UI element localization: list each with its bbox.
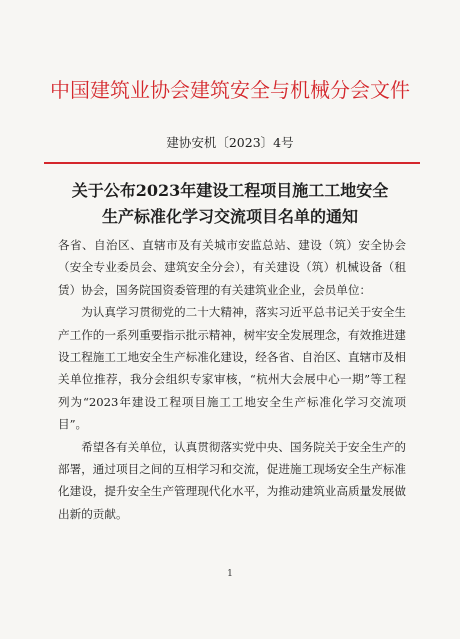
body-paragraph-1: 为认真学习贯彻党的二十大精神，落实习近平总书记关于安全生产工作的一系列重要指示批示精神，树牢安全发展理念，有效推进建设工程施工工地安全生产标准化建设，经各省、自治区、直辖市及相关单位推荐，我分会组织专家审核，“杭州大会展中心一期”等工程列为“2023年建设工程项目施工工地安全生产标准化学习交流项目”。 [58,305,406,432]
document-number: 建协安机〔2023〕4号 [166,135,294,150]
salutation: 各省、自治区、直辖市及有关城市安监总站、建设（筑）安全协会（安全专业委员会、建筑安全分会），有关建设（筑）机械设备（租赁）协会，国务院国资委管理的有关建筑业企业，会员单位： [58,238,406,297]
page-number: 1 [227,569,233,579]
red-divider-line [44,162,420,164]
notice-title [40,178,420,230]
body-paragraph-2: 希望各有关单位，认真贯彻落实党中央、国务院关于安全生产的部署，通过项目之间的互相学习和交流，促进施工现场安全生产标准化建设，提升安全生产管理现代化水平，为推动建筑业高质量发展做出新的贡献。 [58,439,406,521]
organization-header: 中国建筑业协会建筑安全与机械分会文件 [50,78,410,102]
notice-title-line-1: 关于公布2023年建设工程项目施工工地安全 [71,181,389,200]
notice-body [58,234,406,525]
notice-title-line-2: 生产标准化学习交流项目名单的通知 [101,207,358,226]
